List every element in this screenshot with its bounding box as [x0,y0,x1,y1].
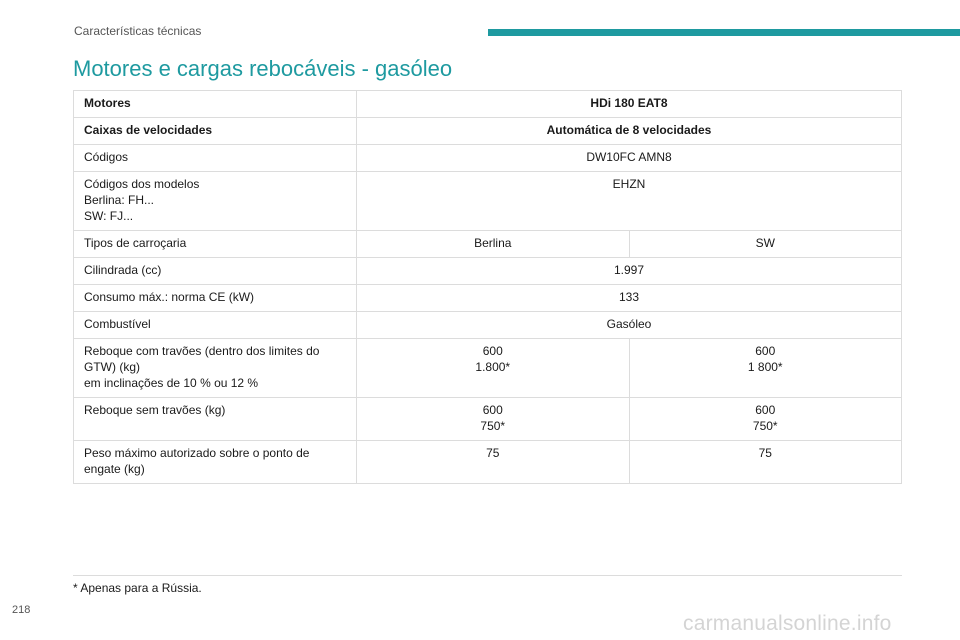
table-row-caixas [74,118,902,145]
row-label-line: engate (kg) [84,462,145,476]
page-title: Motores e cargas rebocáveis - gasóleo [73,56,453,81]
table-row-codigos-modelos [74,172,902,231]
table-row-reboque-com-travoes [74,339,902,398]
table-row-consumo [74,285,902,312]
row-label: Reboque sem travões (kg) [74,398,357,441]
value-line: 1.800* [475,360,511,374]
specifications-table [73,90,902,484]
row-value: HDi 180 EAT8 [357,91,902,118]
table-row-codigos [74,145,902,172]
value-line: 600 [482,344,503,358]
row-label: Caixas de velocidades [74,118,357,145]
row-value-berlina: 75 [357,441,630,484]
table-row-reboque-sem-travoes [74,398,902,441]
footnote: * Apenas para a Rússia. [73,581,202,595]
value-line: 1 800* [747,360,783,374]
row-label: Combustível [74,312,357,339]
table-row-carrocaria [74,231,902,258]
watermark: carmanualsonline.info [683,612,892,635]
table-row-cilindrada [74,258,902,285]
value-line: 600 [755,344,776,358]
header-accent-bar [488,29,960,36]
row-value-sw: 75 [629,441,902,484]
row-label-line: SW: FJ... [84,209,134,223]
row-label [74,441,357,484]
table-row-combustivel [74,312,902,339]
row-value: Gasóleo [357,312,902,339]
row-label-line: Reboque com travões (dentro dos limites do [84,344,320,358]
row-value-berlina [357,339,630,398]
row-value-sw: SW [629,231,902,258]
footnote-divider [73,575,902,576]
row-value-berlina [357,398,630,441]
row-value-sw [629,339,902,398]
row-label: Tipos de carroçaria [74,231,357,258]
row-label-line: em inclinações de 10 % ou 12 % [84,376,259,390]
row-label [74,339,357,398]
table-row-motores [74,91,902,118]
row-label: Códigos [74,145,357,172]
row-label-line: Códigos dos modelos [84,177,200,191]
row-value: Automática de 8 velocidades [357,118,902,145]
row-label-line: Berlina: FH... [84,193,155,207]
value-line: 600 [482,403,503,417]
table-row-peso-engate [74,441,902,484]
row-label-line: Peso máximo autorizado sobre o ponto de [84,446,310,460]
row-label: Cilindrada (cc) [74,258,357,285]
value-line: 750* [480,419,506,433]
page-number: 218 [12,604,31,616]
value-line: 600 [755,403,776,417]
row-value: DW10FC AMN8 [357,145,902,172]
row-value: 1.997 [357,258,902,285]
row-label: Consumo máx.: norma CE (kW) [74,285,357,312]
row-label: Motores [74,91,357,118]
row-label-line: GTW) (kg) [84,360,140,374]
row-value: EHZN [357,172,902,231]
row-value-sw [629,398,902,441]
value-line: 750* [752,419,778,433]
section-label: Características técnicas [74,24,202,38]
row-value: 133 [357,285,902,312]
row-label [74,172,357,231]
row-value-berlina: Berlina [357,231,630,258]
